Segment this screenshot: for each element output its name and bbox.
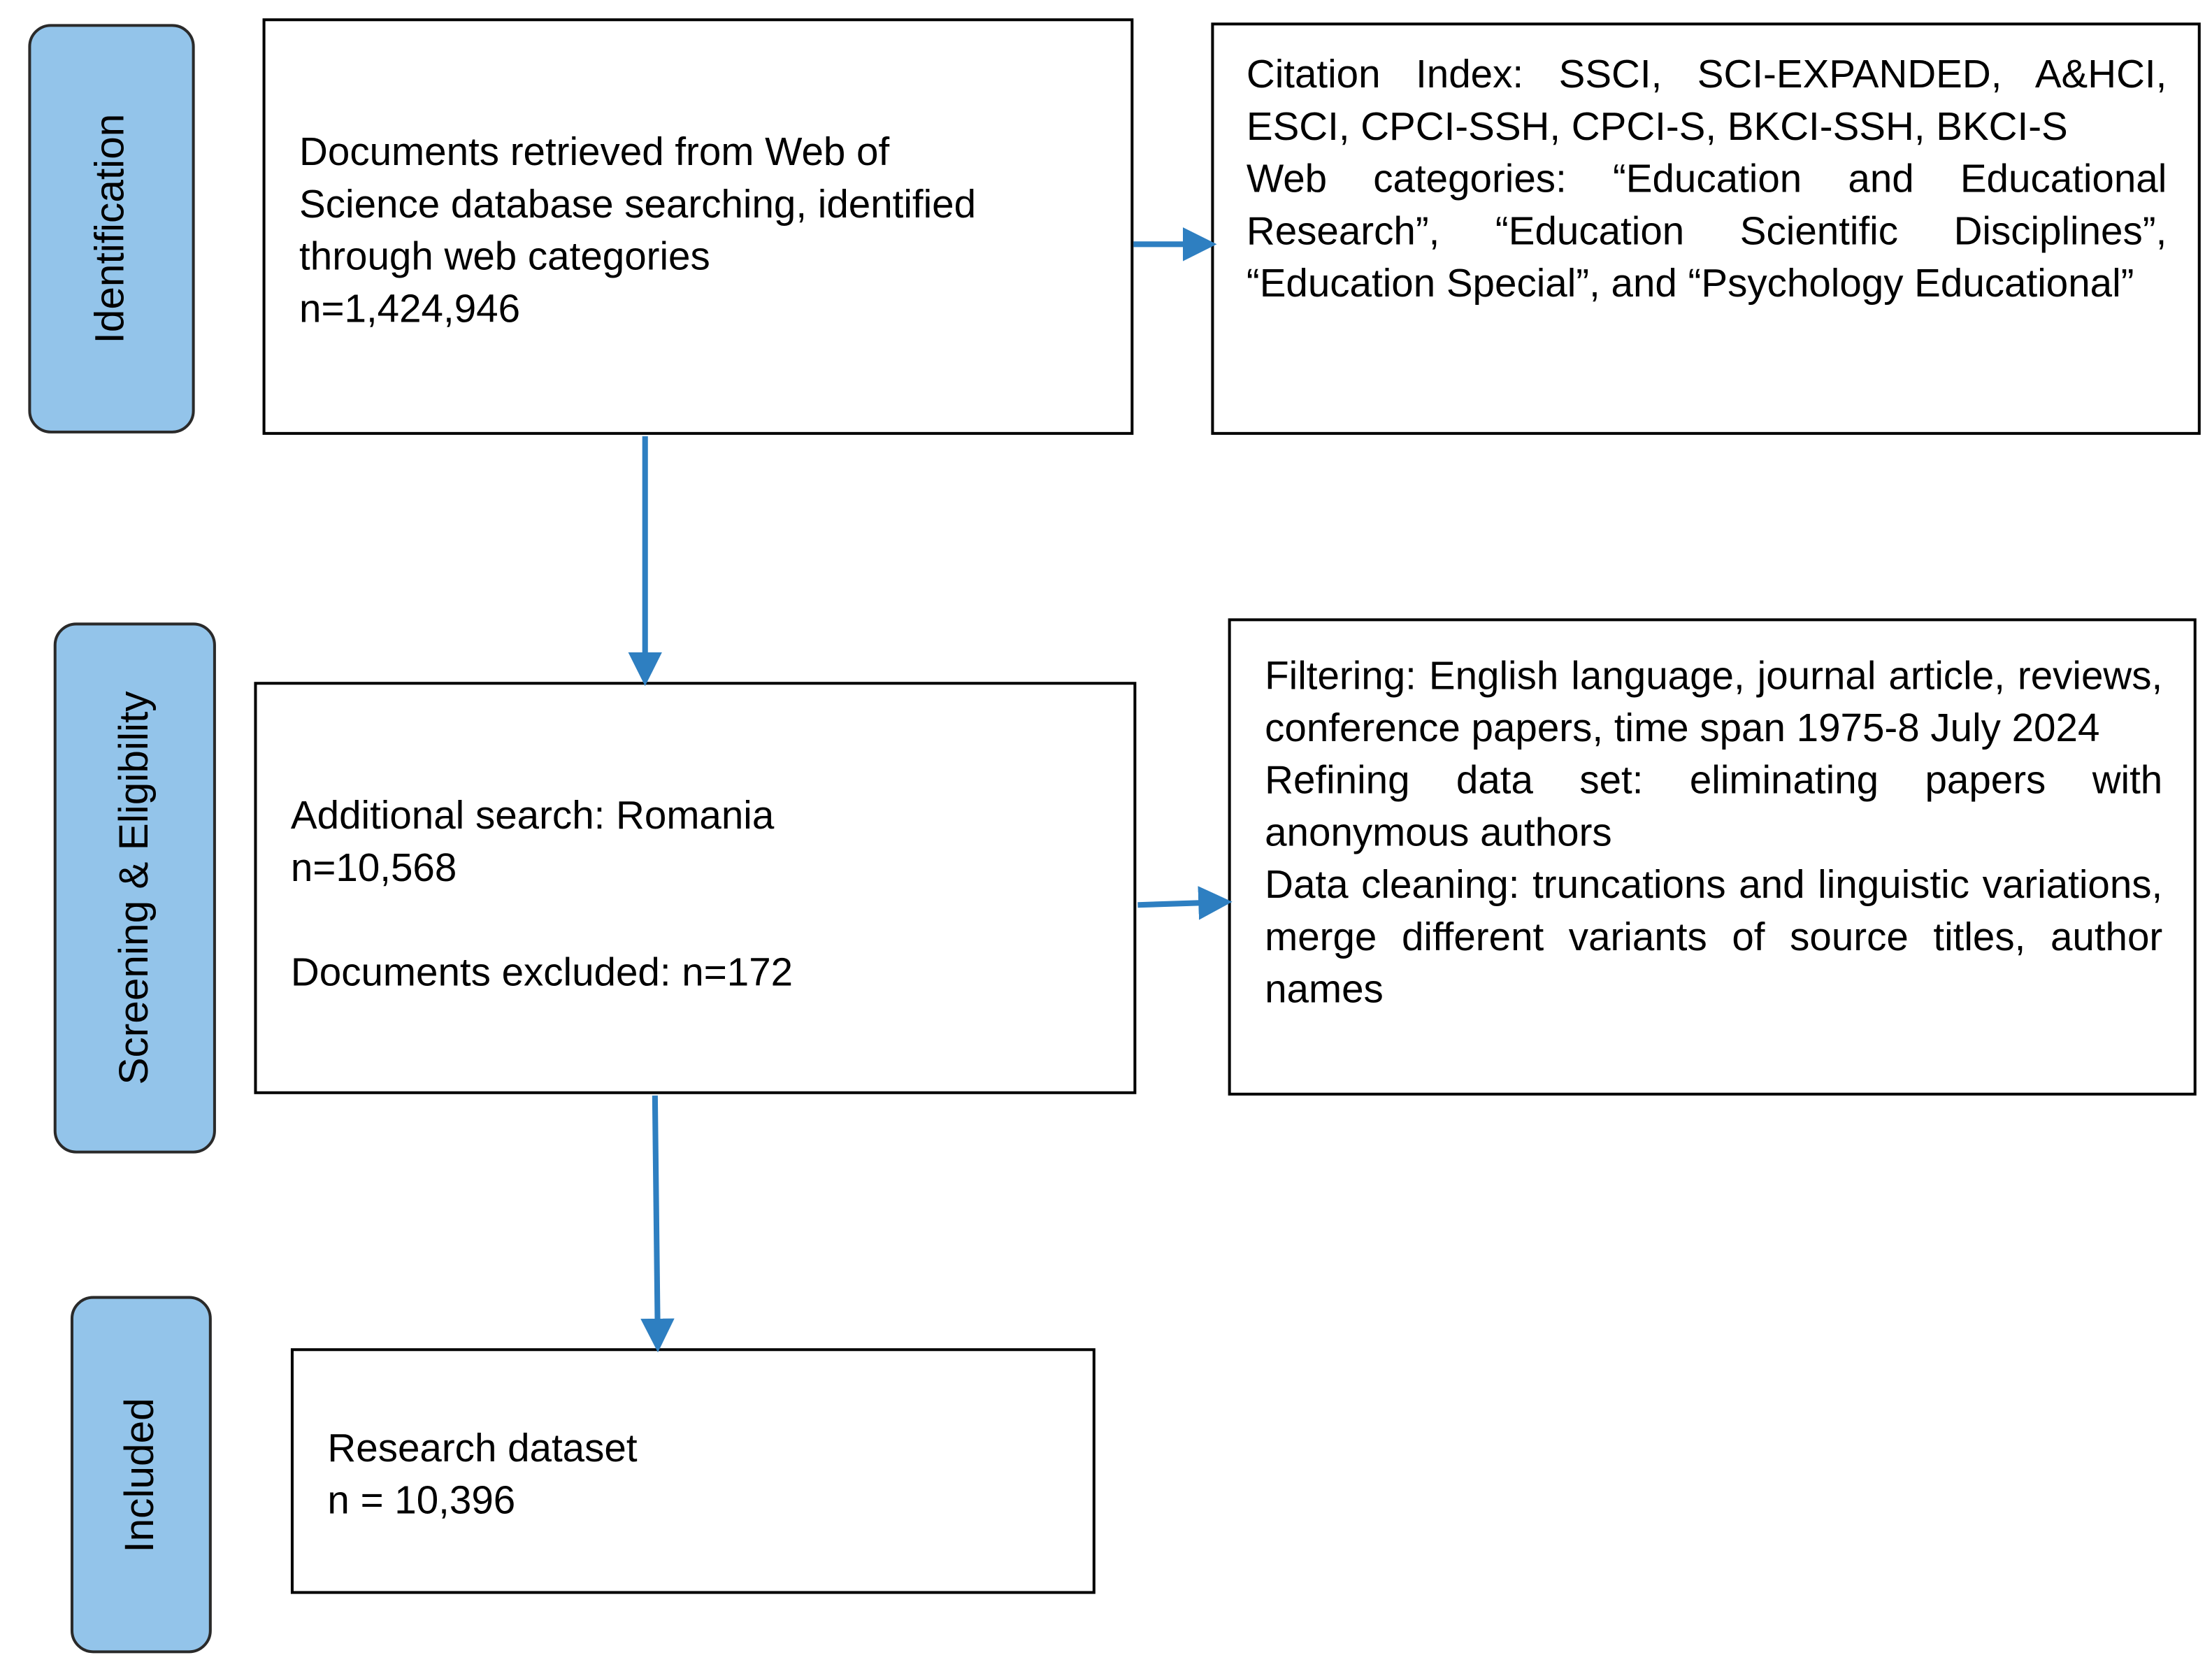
arrow-to-filtering [1137,902,1223,905]
research-dataset-label: Research dataset [327,1426,638,1470]
citation-index-text: Citation Index: SSCI, SCI-EXPANDED, A&HCI, ESCI, CPCI-SSH, CPCI-S, BKCI-SSH, BKCI-S [1246,52,2167,149]
documents-excluded-text: Documents excluded: n=172 [290,950,793,994]
web-categories-text: Web categories: “Education and Educational Research”, “Education Scientific Disciplines”, “Education Special”, and “Psychology Educational” [1246,157,2167,306]
additional-search-count: n=10,568 [290,845,457,890]
phase-included-label: Included [117,1397,164,1552]
retrieved-line-1: Documents retrieved from Web of [299,129,890,174]
data-cleaning-text: Data cleaning: truncations and linguistic variations, merge different variants of source titles, author names [1265,862,2163,1011]
phase-screening-label: Screening & Eligibility [111,691,157,1085]
arrow-to-included [655,1096,658,1344]
retrieved-count: n=1,424,946 [299,286,521,331]
retrieved-line-3: through web categories [299,234,710,278]
retrieved-line-2: Science database searching, identified [299,182,977,227]
refining-text: Refining data set: eliminating papers with anonymous authors [1265,758,2163,854]
additional-search-text: Additional search: Romania [290,793,775,838]
phase-identification-label: Identification [88,113,134,344]
filtering-text: Filtering: English language, journal article, reviews, conference papers, time span 1975-8 July 2024 [1265,653,2163,750]
research-dataset-count: n = 10,396 [327,1477,516,1522]
